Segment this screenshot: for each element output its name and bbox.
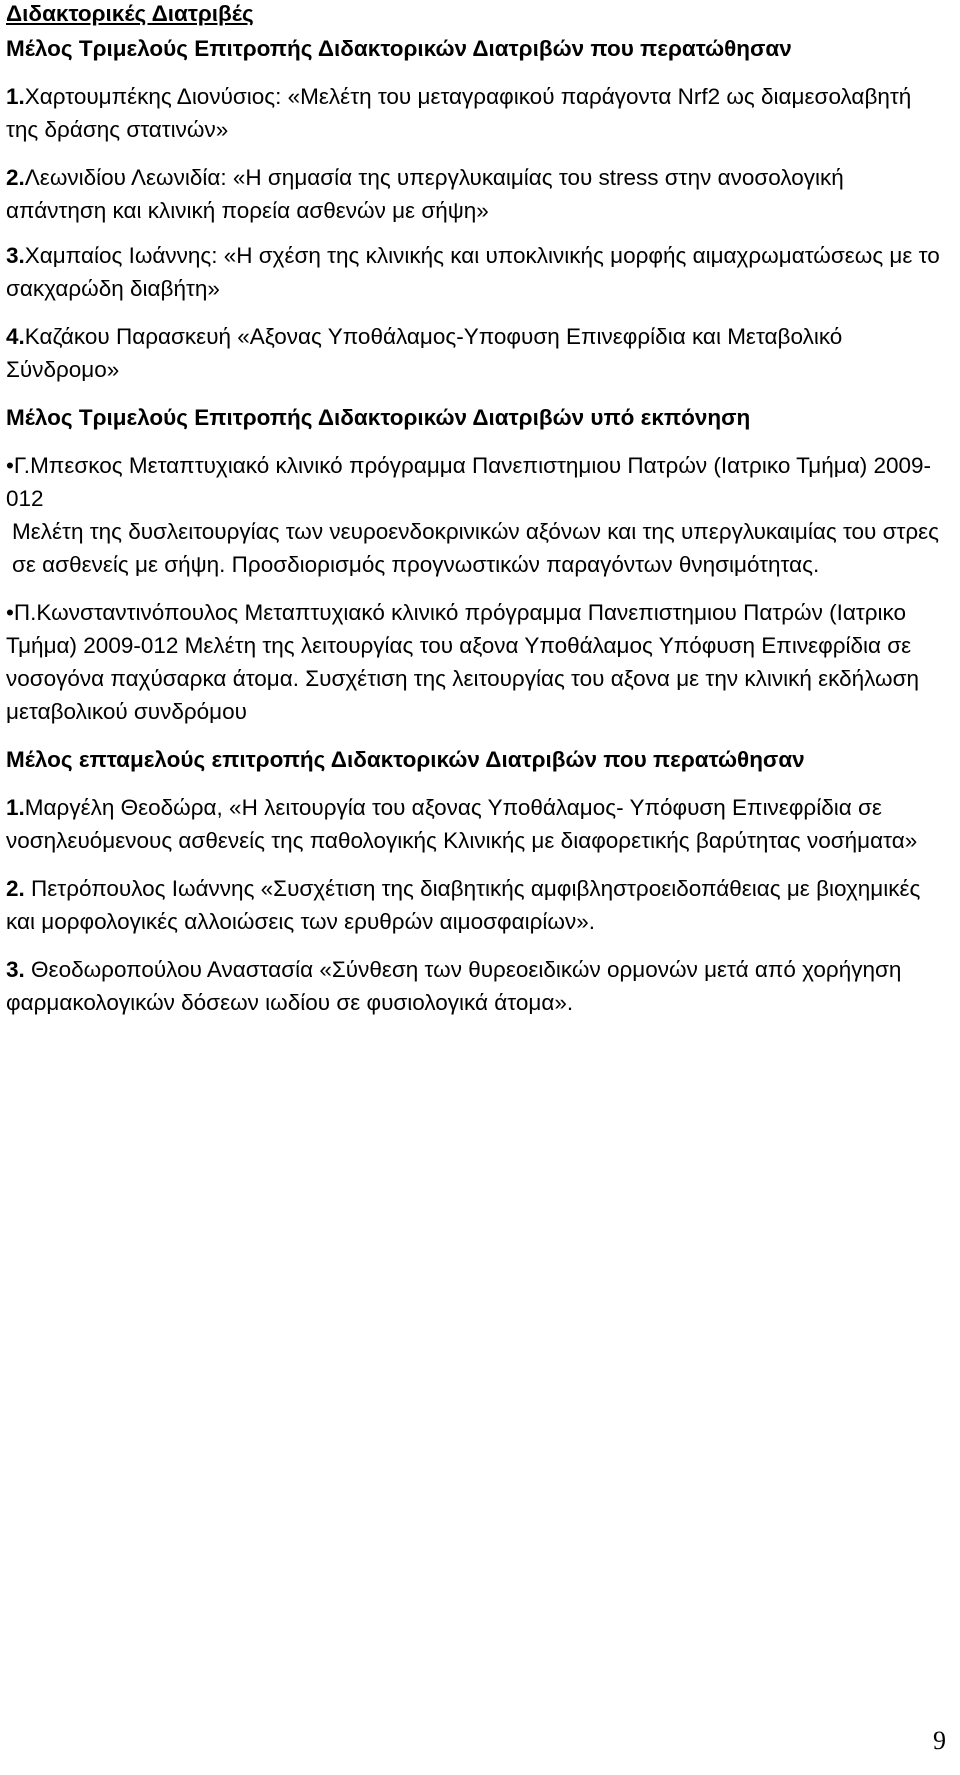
item-number: 3. <box>6 243 25 268</box>
item-text: Χαμπαίος Ιωάννης: «Η σχέση της κλινικής και υποκλινικής μορφής αιμαχρωματώσεως με το σακχαρώδη διαβήτη» <box>6 243 940 301</box>
item-text: Λεωνιδίου Λεωνιδία: «Η σημασία της υπεργλυκαιμίας του stress στην ανοσολογική απάντηση και κλινική πορεία ασθενών με σήψη» <box>6 165 844 223</box>
bullet-lead: •Π. <box>6 600 37 625</box>
item-text: Πετρόπουλος Ιωάννης «Συσχέτιση της διαβητικής αμφιβληστροειδοπάθειας με βιοχημικές και μορφολογικές αλλοιώσεις των ερυθρών αιμοσφαιρίων». <box>6 876 921 934</box>
bullet-item <box>6 449 944 515</box>
item-text: Χαρτουμπέκης Διονύσιος: «Μελέτη του μεταγραφικού παράγοντα Nrf2 ως διαμεσολαβητή της δράσης στατινών» <box>6 84 912 142</box>
bullet-detail: Μελέτη της δυσλειτουργίας των νευροενδοκρινικών αξόνων και της υπεργλυκαιμίας του στρες σε ασθενείς με σήψη. Προσδιορισμός προγνωστικών παραγόντων θνησιμότητας. <box>12 519 940 577</box>
list-item <box>6 953 944 1019</box>
bullet-text: Κωνσταντινόπουλος Μεταπτυχιακό κλινικό πρόγραμμα Πανεπιστημιου Πατρών (Ιατρικο Τμήμα) 2009-012 Μελέτη της λειτουργίας του αξονα Υποθάλαμος Υπόφυση Επινεφρίδια σε νοσογόνα παχύσαρκα άτομα. Συσχέτιση της λειτουργίας του αξονα με την κλινική εκδήλωση μεταβολικού συνδρόμου <box>6 600 920 724</box>
item-number: 3. <box>6 957 25 982</box>
item-text: Μαργέλη Θεοδώρα, «Η λειτουργία του αξονας Υποθάλαμος- Υπόφυση Επινεφρίδια σε νοσηλευόμενους ασθενείς της παθολογικής Κλινικής με διαφορετικής βαρύτητας νοσήματα» <box>6 795 918 853</box>
item-number: 2. <box>6 876 25 901</box>
page-number: 9 <box>933 1726 946 1755</box>
bullet-item <box>6 596 944 728</box>
list-item <box>6 239 944 305</box>
bullet-text: Μπεσκος Μεταπτυχιακό κλινικό πρόγραμμα Πανεπιστημιου Πατρών (Ιατρικο Τμήμα) 2009-012 <box>6 453 932 511</box>
section-heading-completed-three-member: Μέλος Τριμελούς Επιτροπής Διδακτορικών Διατριβών που περατώθησαν <box>6 36 792 61</box>
section-heading-completed-seven-member: Μέλος επταμελούς επιτροπής Διδακτορικών Διατριβών που περατώθησαν <box>6 747 805 772</box>
list-item <box>6 161 944 227</box>
list-item <box>6 791 944 857</box>
list-item <box>6 872 944 938</box>
item-text: Θεοδωροπούλου Αναστασία «Σύνθεση των θυρεοειδικών ορμονών μετά από χορήγηση φαρμακολογικών δόσεων ιωδίου σε φυσιολογικά άτομα». <box>6 957 902 1015</box>
item-number: 4. <box>6 324 25 349</box>
section-heading-ongoing-three-member: Μέλος Τριμελούς Επιτροπής Διδακτορικών Διατριβών υπό εκπόνηση <box>6 405 751 430</box>
document-title: Διδακτορικές Διατριβές <box>6 1 254 26</box>
item-number: 1. <box>6 84 25 109</box>
item-text: Καζάκου Παρασκευή «Αξονας Υποθάλαμος-Υποφυση Επινεφρίδια και Μεταβολικό Σύνδρομο» <box>6 324 843 382</box>
item-number: 2. <box>6 165 25 190</box>
list-item <box>6 80 944 146</box>
bullet-lead: •Γ. <box>6 453 31 478</box>
document-page <box>6 0 944 1019</box>
item-number: 1. <box>6 795 25 820</box>
list-item <box>6 320 944 386</box>
